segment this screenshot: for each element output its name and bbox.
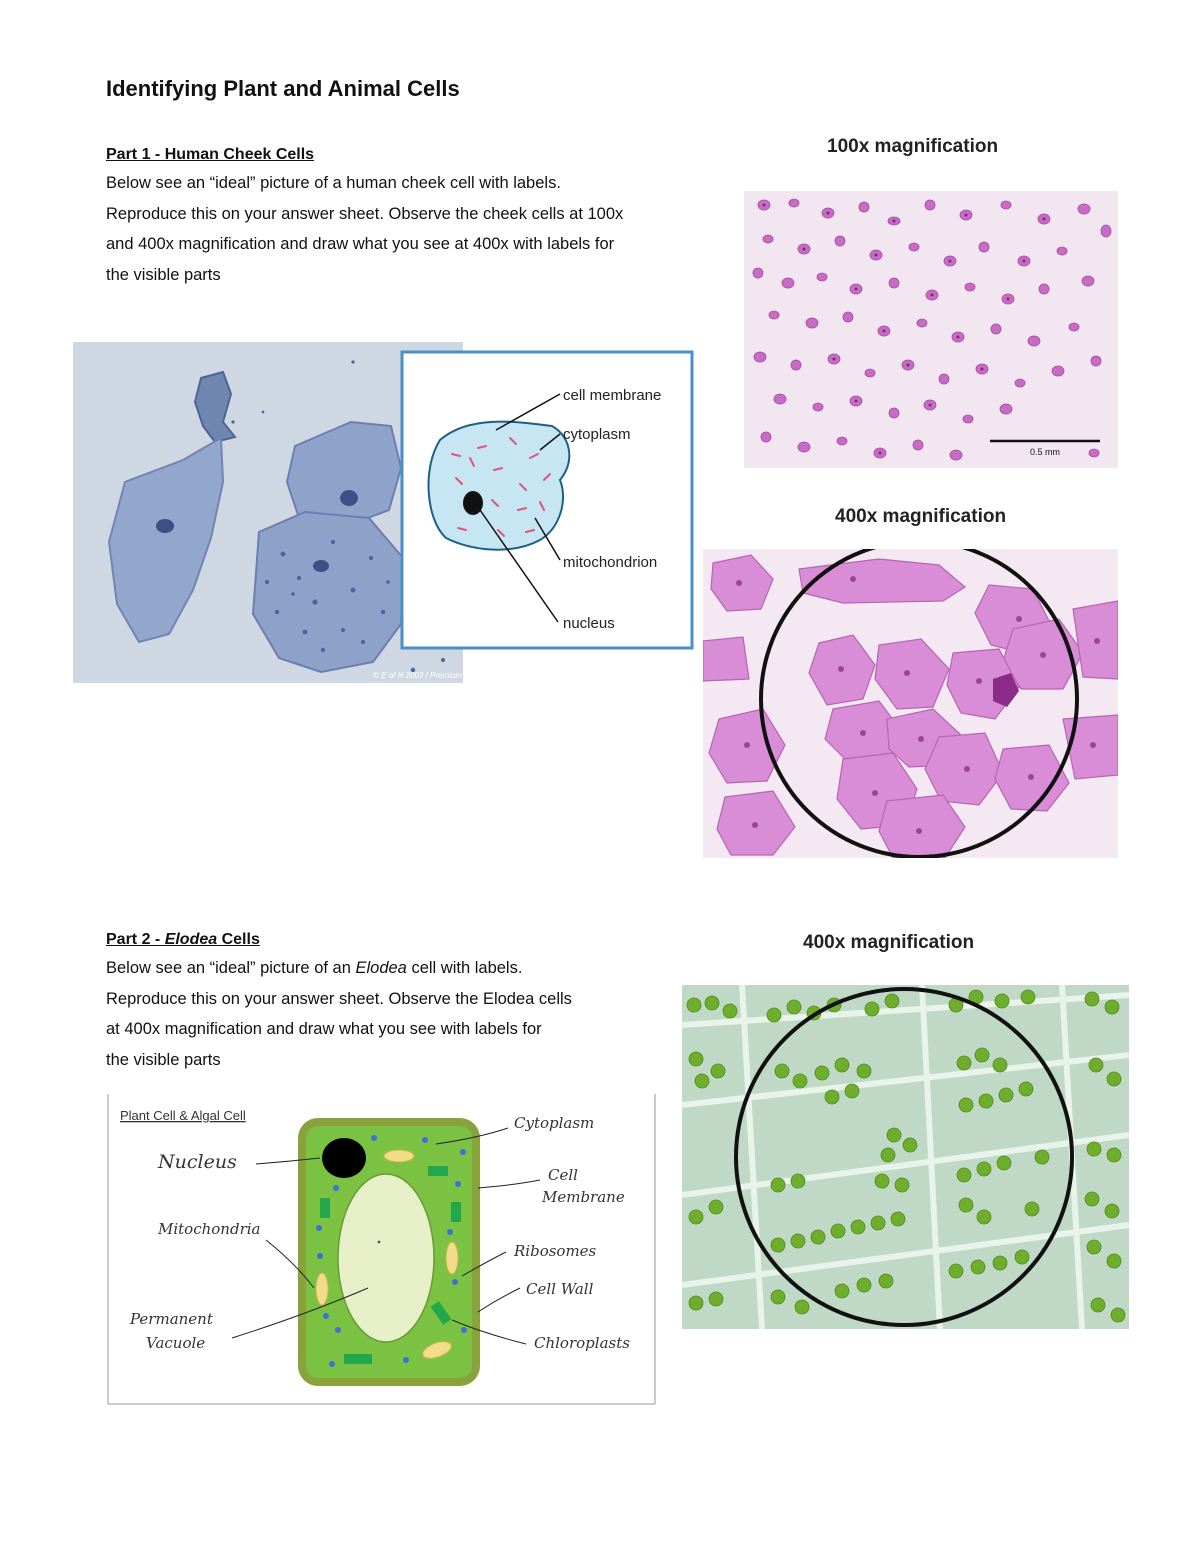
plant-cell-diagram [106,1092,658,1408]
label-cytoplasm: cytoplasm [563,426,631,443]
label-nucleus-plant: Nucleus [158,1151,237,1173]
label-cytoplasm-plant: Cytoplasm [514,1114,595,1132]
part2-line-3: at 400x magnification and draw what you see with labels for [106,1020,542,1038]
part1-instructions [106,168,746,290]
label-mitochondrion: mitochondrion [563,554,658,571]
label-cell-membrane: cell membrane [563,387,662,404]
label-vacuole: Vacuole [146,1334,206,1352]
part2-line-1-suffix: cell with labels. [406,959,523,977]
plant-diagram-title: Plant Cell & Algal Cell [120,1108,246,1123]
part2-heading [106,931,296,949]
label-permanent: Permanent [130,1310,213,1328]
elodea-400x-micrograph [682,985,1129,1329]
part1-line-3: and 400x magnification and draw what you see at 400x with labels for [106,235,615,253]
label-ribosomes: Ribosomes [514,1242,597,1260]
part2-line-2: Reproduce this on your answer sheet. Observe the Elodea cells [106,989,572,1008]
photo-credit: © E of N 2003 / Premium [373,671,463,680]
nucleus-shape-plant [322,1138,366,1178]
mag-400-label-cheek: 400x magnification [835,506,1007,527]
part1-heading: Part 1 - Human Cheek Cells [106,146,315,163]
part2-line-1-italic: Elodea [355,959,407,977]
cheek-400x-micrograph [703,549,1118,858]
part2-heading-prefix: Part 2 - [106,931,165,948]
part2-line-1-prefix: Below see an “ideal” picture of an [106,959,356,977]
label-cell: Cell [548,1166,578,1184]
part2-line-1 [106,953,746,984]
cheek-100x-micrograph [744,191,1118,468]
label-cell-wall: Cell Wall [526,1280,594,1298]
cheek-cell-diagram [400,350,694,650]
label-mitochondria: Mitochondria [158,1220,261,1238]
mag-400-label-elodea: 400x magnification [803,932,975,953]
part1-line-2: Reproduce this on your answer sheet. Observe the cheek cells at 100x [106,204,624,223]
part2-instructions [106,953,746,1075]
label-chloroplasts: Chloroplasts [534,1334,630,1352]
part2-line-4: the visible parts [106,1050,221,1069]
part2-heading-italic: Elodea [164,931,218,948]
nucleus-shape [463,491,483,515]
scale-bar-label: 0.5 mm [1030,447,1061,457]
part1-line-4: the visible parts [106,265,221,284]
label-nucleus: nucleus [563,615,615,632]
part1-line-1: Below see an “ideal” picture of a human cheek cell with labels. [106,174,561,192]
vacuole-shape [338,1174,434,1342]
label-membrane: Membrane [542,1188,625,1206]
page-title: Identifying Plant and Animal Cells [106,76,460,101]
part2-heading-suffix: Cells [217,931,260,948]
mag-100-label: 100x magnification [827,136,999,157]
